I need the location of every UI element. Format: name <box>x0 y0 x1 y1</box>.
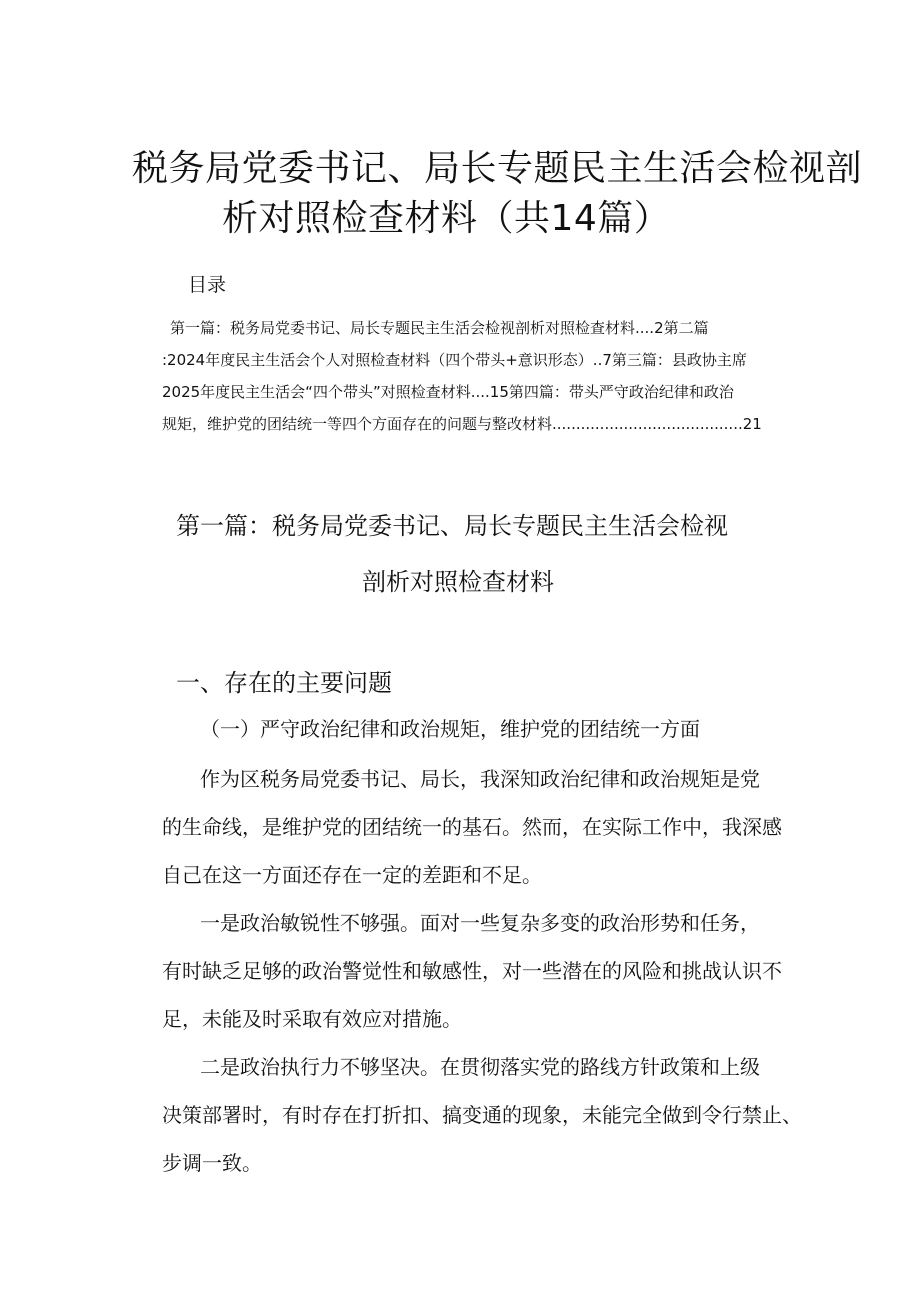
document-title-line-1: 税务局党委书记、局长专题民主生活会检视剖 <box>132 148 863 189</box>
paragraph-line: 的生命线，是维护党的团结统一的基石。然而，在实际工作中，我深感 <box>162 815 782 839</box>
chapter-heading-line-2: 剖析对照检查材料 <box>362 568 554 596</box>
chapter-heading-line-1: 第一篇：税务局党委书记、局长专题民主生活会检视 <box>176 512 728 540</box>
paragraph-line: 步调一致。 <box>162 1151 262 1175</box>
section-heading: 一、存在的主要问题 <box>176 669 392 697</box>
toc-line[interactable]: 2025年度民主生活会“四个带头”对照检查材料....15第四篇：带头严守政治纪律和政治 <box>162 383 734 401</box>
paragraph-line: 二是政治执行力不够坚决。在贯彻落实党的路线方针政策和上级 <box>200 1055 760 1079</box>
paragraph-line: 作为区税务局党委书记、局长，我深知政治纪律和政治规矩是党 <box>200 767 760 791</box>
toc-line[interactable]: :2024年度民主生活会个人对照检查材料（四个带头+意识形态）..7第三篇：县政协主席 <box>162 351 747 369</box>
paragraph-line: 决策部署时，有时存在打折扣、搞变通的现象，未能完全做到令行禁止、 <box>162 1103 802 1127</box>
paragraph-line: 有时缺乏足够的政治警觉性和敏感性，对一些潜在的风险和挑战认识不 <box>162 959 782 983</box>
toc-heading: 目录 <box>188 274 227 296</box>
paragraph-line: 一是政治敏锐性不够强。面对一些复杂多变的政治形势和任务， <box>200 911 760 935</box>
subsection-heading: （一）严守政治纪律和政治规矩，维护党的团结统一方面 <box>200 717 700 741</box>
paragraph-line: 自己在这一方面还存在一定的差距和不足。 <box>162 863 542 887</box>
document-title-line-2: 析对照检查材料（共14篇） <box>222 198 671 239</box>
toc-line[interactable]: 第一篇：税务局党委书记、局长专题民主生活会检视剖析对照检查材料....2第二篇 <box>170 319 709 337</box>
toc-line[interactable]: 规矩，维护党的团结统一等四个方面存在的问题与整改材料........................................21 <box>162 415 762 433</box>
paragraph-line: 足，未能及时采取有效应对措施。 <box>162 1007 462 1031</box>
